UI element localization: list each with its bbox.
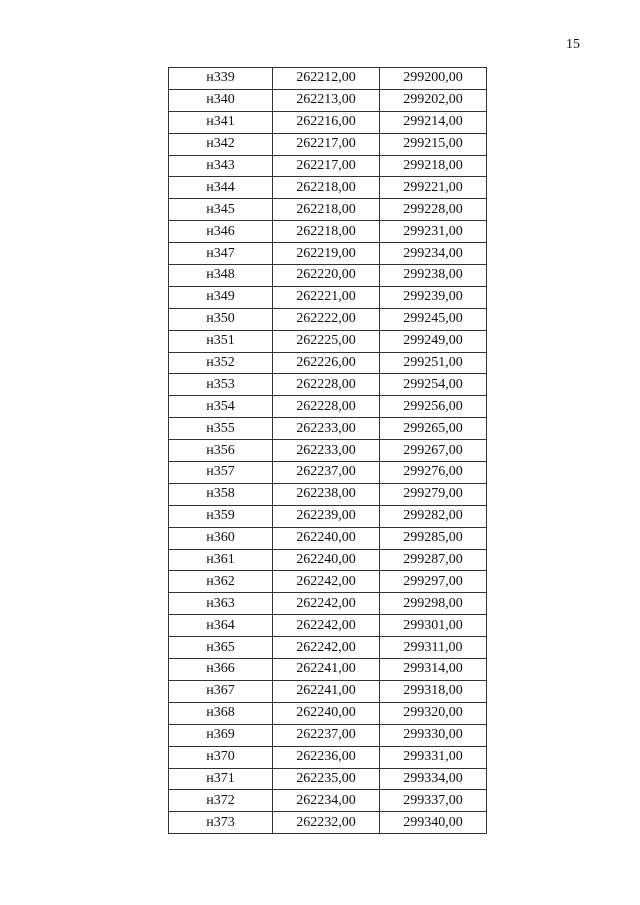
table-row	[169, 593, 487, 615]
table-row	[169, 418, 487, 440]
y-coordinate-cell: 299331,00	[380, 746, 487, 768]
table-row	[169, 615, 487, 637]
x-coordinate-cell: 262242,00	[273, 615, 380, 637]
y-coordinate-cell: 299234,00	[380, 243, 487, 265]
y-coordinate-cell: 299256,00	[380, 396, 487, 418]
x-coordinate-cell: 262217,00	[273, 155, 380, 177]
point-name-cell: н348	[169, 265, 273, 287]
x-coordinate-cell: 262241,00	[273, 680, 380, 702]
table-row	[169, 308, 487, 330]
point-name-cell: н372	[169, 790, 273, 812]
x-coordinate-cell: 262212,00	[273, 68, 380, 90]
y-coordinate-cell: 299218,00	[380, 155, 487, 177]
y-coordinate-cell: 299330,00	[380, 724, 487, 746]
x-coordinate-cell: 262240,00	[273, 549, 380, 571]
y-coordinate-cell: 299221,00	[380, 177, 487, 199]
table-row	[169, 505, 487, 527]
table-row	[169, 177, 487, 199]
table-row	[169, 133, 487, 155]
table-row	[169, 659, 487, 681]
table-row	[169, 352, 487, 374]
x-coordinate-cell: 262234,00	[273, 790, 380, 812]
table-row	[169, 680, 487, 702]
y-coordinate-cell: 299276,00	[380, 462, 487, 484]
point-name-cell: н343	[169, 155, 273, 177]
table-row	[169, 68, 487, 90]
x-coordinate-cell: 262226,00	[273, 352, 380, 374]
point-name-cell: н366	[169, 659, 273, 681]
point-name-cell: н345	[169, 199, 273, 221]
y-coordinate-cell: 299311,00	[380, 637, 487, 659]
coordinates-table	[168, 67, 487, 834]
table-row	[169, 571, 487, 593]
table-row	[169, 243, 487, 265]
y-coordinate-cell: 299297,00	[380, 571, 487, 593]
table-row	[169, 199, 487, 221]
table-row	[169, 637, 487, 659]
point-name-cell: н369	[169, 724, 273, 746]
y-coordinate-cell: 299200,00	[380, 68, 487, 90]
x-coordinate-cell: 262241,00	[273, 659, 380, 681]
table-row	[169, 483, 487, 505]
x-coordinate-cell: 262237,00	[273, 462, 380, 484]
table-row	[169, 374, 487, 396]
y-coordinate-cell: 299265,00	[380, 418, 487, 440]
point-name-cell: н373	[169, 812, 273, 834]
point-name-cell: н362	[169, 571, 273, 593]
table-row	[169, 462, 487, 484]
point-name-cell: н342	[169, 133, 273, 155]
point-name-cell: н361	[169, 549, 273, 571]
point-name-cell: н357	[169, 462, 273, 484]
y-coordinate-cell: 299231,00	[380, 221, 487, 243]
table-row	[169, 812, 487, 834]
x-coordinate-cell: 262242,00	[273, 593, 380, 615]
x-coordinate-cell: 262218,00	[273, 177, 380, 199]
table-row	[169, 768, 487, 790]
point-name-cell: н358	[169, 483, 273, 505]
x-coordinate-cell: 262228,00	[273, 396, 380, 418]
table-row	[169, 286, 487, 308]
point-name-cell: н360	[169, 527, 273, 549]
point-name-cell: н364	[169, 615, 273, 637]
x-coordinate-cell: 262222,00	[273, 308, 380, 330]
x-coordinate-cell: 262218,00	[273, 199, 380, 221]
x-coordinate-cell: 262238,00	[273, 483, 380, 505]
y-coordinate-cell: 299215,00	[380, 133, 487, 155]
y-coordinate-cell: 299251,00	[380, 352, 487, 374]
point-name-cell: н349	[169, 286, 273, 308]
point-name-cell: н371	[169, 768, 273, 790]
point-name-cell: н341	[169, 111, 273, 133]
y-coordinate-cell: 299202,00	[380, 89, 487, 111]
y-coordinate-cell: 299334,00	[380, 768, 487, 790]
point-name-cell: н339	[169, 68, 273, 90]
table-row	[169, 265, 487, 287]
table-row	[169, 440, 487, 462]
x-coordinate-cell: 262236,00	[273, 746, 380, 768]
x-coordinate-cell: 262233,00	[273, 440, 380, 462]
x-coordinate-cell: 262239,00	[273, 505, 380, 527]
y-coordinate-cell: 299337,00	[380, 790, 487, 812]
x-coordinate-cell: 262233,00	[273, 418, 380, 440]
table-row	[169, 396, 487, 418]
x-coordinate-cell: 262217,00	[273, 133, 380, 155]
y-coordinate-cell: 299238,00	[380, 265, 487, 287]
y-coordinate-cell: 299340,00	[380, 812, 487, 834]
point-name-cell: н356	[169, 440, 273, 462]
point-name-cell: н354	[169, 396, 273, 418]
point-name-cell: н350	[169, 308, 273, 330]
y-coordinate-cell: 299249,00	[380, 330, 487, 352]
y-coordinate-cell: 299267,00	[380, 440, 487, 462]
table-row	[169, 527, 487, 549]
table-row	[169, 724, 487, 746]
point-name-cell: н368	[169, 702, 273, 724]
point-name-cell: н359	[169, 505, 273, 527]
y-coordinate-cell: 299279,00	[380, 483, 487, 505]
x-coordinate-cell: 262240,00	[273, 527, 380, 549]
page-number: 15	[566, 37, 580, 52]
table-row	[169, 790, 487, 812]
point-name-cell: н344	[169, 177, 273, 199]
point-name-cell: н346	[169, 221, 273, 243]
x-coordinate-cell: 262242,00	[273, 571, 380, 593]
coordinates-table-body	[169, 68, 487, 834]
table-row	[169, 702, 487, 724]
point-name-cell: н370	[169, 746, 273, 768]
point-name-cell: н340	[169, 89, 273, 111]
point-name-cell: н365	[169, 637, 273, 659]
point-name-cell: н351	[169, 330, 273, 352]
x-coordinate-cell: 262220,00	[273, 265, 380, 287]
x-coordinate-cell: 262240,00	[273, 702, 380, 724]
y-coordinate-cell: 299245,00	[380, 308, 487, 330]
table-row	[169, 111, 487, 133]
y-coordinate-cell: 299314,00	[380, 659, 487, 681]
table-row	[169, 221, 487, 243]
y-coordinate-cell: 299287,00	[380, 549, 487, 571]
x-coordinate-cell: 262225,00	[273, 330, 380, 352]
x-coordinate-cell: 262221,00	[273, 286, 380, 308]
y-coordinate-cell: 299214,00	[380, 111, 487, 133]
y-coordinate-cell: 299239,00	[380, 286, 487, 308]
y-coordinate-cell: 299228,00	[380, 199, 487, 221]
y-coordinate-cell: 299285,00	[380, 527, 487, 549]
y-coordinate-cell: 299282,00	[380, 505, 487, 527]
table-row	[169, 746, 487, 768]
x-coordinate-cell: 262228,00	[273, 374, 380, 396]
table-row	[169, 549, 487, 571]
point-name-cell: н352	[169, 352, 273, 374]
point-name-cell: н355	[169, 418, 273, 440]
table-row	[169, 330, 487, 352]
x-coordinate-cell: 262219,00	[273, 243, 380, 265]
y-coordinate-cell: 299254,00	[380, 374, 487, 396]
table-row	[169, 89, 487, 111]
x-coordinate-cell: 262213,00	[273, 89, 380, 111]
x-coordinate-cell: 262237,00	[273, 724, 380, 746]
point-name-cell: н347	[169, 243, 273, 265]
point-name-cell: н367	[169, 680, 273, 702]
x-coordinate-cell: 262216,00	[273, 111, 380, 133]
y-coordinate-cell: 299320,00	[380, 702, 487, 724]
y-coordinate-cell: 299301,00	[380, 615, 487, 637]
y-coordinate-cell: 299298,00	[380, 593, 487, 615]
point-name-cell: н353	[169, 374, 273, 396]
table-row	[169, 155, 487, 177]
y-coordinate-cell: 299318,00	[380, 680, 487, 702]
x-coordinate-cell: 262232,00	[273, 812, 380, 834]
x-coordinate-cell: 262218,00	[273, 221, 380, 243]
x-coordinate-cell: 262235,00	[273, 768, 380, 790]
x-coordinate-cell: 262242,00	[273, 637, 380, 659]
point-name-cell: н363	[169, 593, 273, 615]
